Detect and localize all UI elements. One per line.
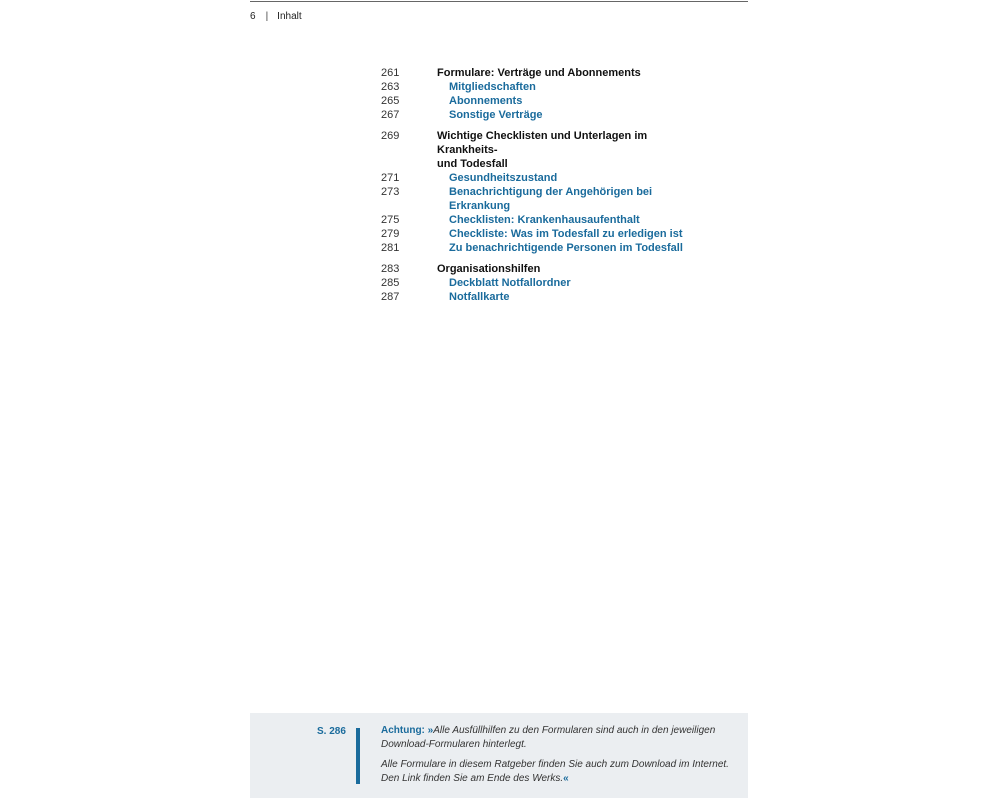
- toc-chapter-row[interactable]: [380, 66, 710, 80]
- toc-chapter-title-line1: Wichtige Checklisten und Unterlagen im Krankheits-: [437, 130, 648, 156]
- note-text: [381, 724, 741, 792]
- toc-section: [380, 129, 710, 255]
- header-separator: |: [265, 11, 269, 22]
- toc-page-number: 275: [381, 214, 400, 226]
- toc-entry-row[interactable]: [380, 241, 710, 255]
- toc-chapter-title: Formulare: Verträge und Abonnements: [437, 67, 641, 79]
- note-label: Achtung:: [381, 725, 425, 736]
- toc-page-number: 283: [381, 263, 400, 275]
- note-page-reference[interactable]: S. 286: [317, 726, 346, 737]
- top-rule: [250, 1, 748, 2]
- toc-chapter-title: [437, 129, 699, 171]
- close-quote: «: [563, 773, 569, 784]
- toc-page-number: 267: [381, 109, 400, 121]
- toc-page-number: 281: [381, 242, 400, 254]
- toc-page-number: 269: [381, 130, 400, 142]
- open-quote: »: [427, 725, 434, 736]
- toc-chapter-title: Organisationshilfen: [437, 263, 541, 275]
- toc-entry-row[interactable]: [380, 171, 710, 185]
- toc-page-number: 287: [381, 291, 400, 303]
- toc-entry-row[interactable]: [380, 185, 710, 213]
- note-accent-bar: [356, 728, 360, 784]
- table-of-contents: [380, 66, 710, 311]
- toc-entry-link[interactable]: Sonstige Verträge: [449, 109, 543, 121]
- note-paragraph-2: Alle Formulare in diesem Ratgeber finden Sie auch zum Download im Internet. Den Link finden Sie am Ende des Werks.: [381, 759, 729, 784]
- toc-entry-link[interactable]: Deckblatt Notfallordner: [449, 277, 571, 289]
- note-paragraph: [381, 724, 741, 752]
- toc-entry-row[interactable]: [380, 276, 710, 290]
- toc-page-number: 263: [381, 81, 400, 93]
- note-box: [250, 713, 748, 798]
- toc-section: [380, 66, 710, 122]
- section-title: Inhalt: [277, 11, 302, 22]
- toc-chapter-row[interactable]: [380, 129, 710, 171]
- running-head: [250, 11, 302, 22]
- toc-entry-link[interactable]: Checkliste: Was im Todesfall zu erledigen ist: [449, 228, 683, 240]
- note-paragraph: [381, 758, 741, 786]
- toc-entry-row[interactable]: [380, 227, 710, 241]
- toc-page-number: 285: [381, 277, 400, 289]
- toc-entry-link[interactable]: Checklisten: Krankenhausaufenthalt: [449, 214, 640, 226]
- toc-entry-row[interactable]: [380, 108, 710, 122]
- toc-chapter-row[interactable]: [380, 262, 710, 276]
- toc-page-number: 265: [381, 95, 400, 107]
- toc-entry-row[interactable]: [380, 290, 710, 304]
- toc-entry-row[interactable]: [380, 213, 710, 227]
- toc-entry-link[interactable]: Gesundheitszustand: [449, 172, 558, 184]
- toc-entry-link[interactable]: Mitgliedschaften: [449, 81, 536, 93]
- toc-entry-link[interactable]: Zu benachrichtigende Personen im Todesfall: [449, 242, 683, 254]
- toc-page-number: 271: [381, 172, 400, 184]
- page-number: 6: [250, 11, 256, 22]
- toc-entry-link[interactable]: Abonnements: [449, 95, 523, 107]
- toc-entry-link[interactable]: Benachrichtigung der Angehörigen bei Erkrankung: [449, 186, 653, 212]
- toc-entry-row[interactable]: [380, 80, 710, 94]
- toc-chapter-title-line2: und Todesfall: [437, 158, 508, 170]
- toc-section: [380, 262, 710, 304]
- toc-page-number: 261: [381, 67, 400, 79]
- toc-entry-link[interactable]: Notfallkarte: [449, 291, 510, 303]
- toc-page-number: 273: [381, 186, 400, 198]
- toc-page-number: 279: [381, 228, 400, 240]
- note-paragraph-1: Alle Ausfüllhilfen zu den Formularen sind auch in den jeweiligen Download-Formularen hinterlegt.: [381, 725, 716, 750]
- toc-entry-row[interactable]: [380, 94, 710, 108]
